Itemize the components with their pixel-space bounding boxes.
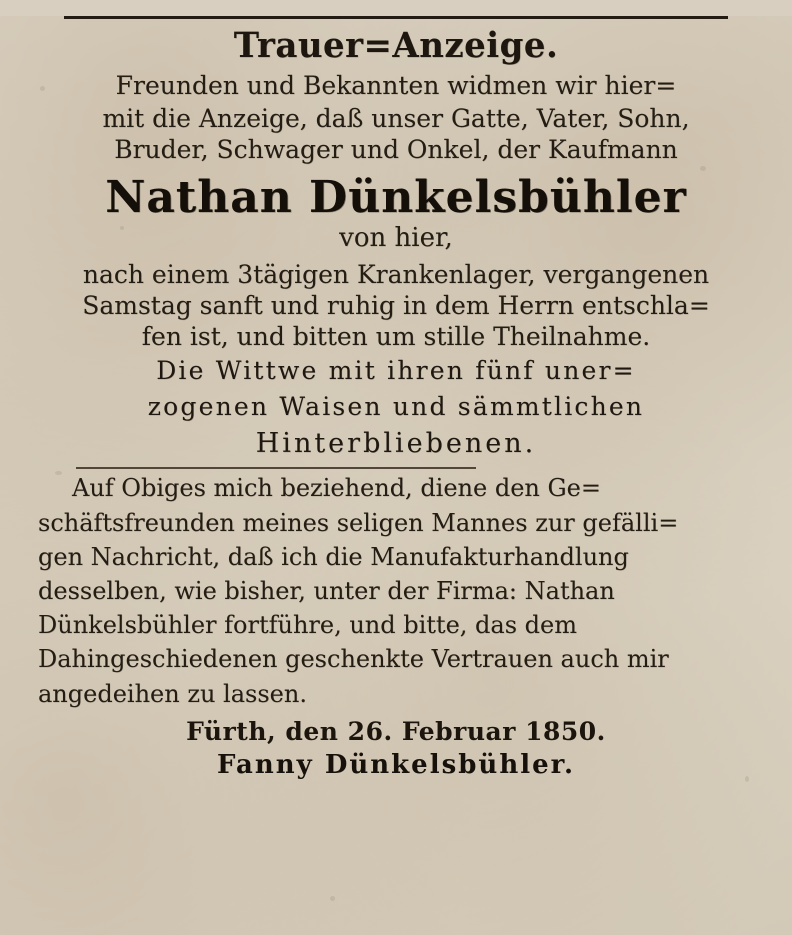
top-divider-rule <box>64 16 728 19</box>
survivors-line-1: Die Wittwe mit ihren fünf uner= <box>156 356 636 386</box>
notice-line-5: Dünkelsbühler fortführe, und bitte, das dem <box>38 611 577 640</box>
intro-line-2: mit die Anzeige, daß unser Gatte, Vater, Sohn, <box>102 104 690 133</box>
notice-line-6: Dahingeschiedenen geschenkte Vertrauen auch mir <box>38 645 669 674</box>
paper-speckle <box>330 896 335 901</box>
survivors-line-3: Hinterbliebenen. <box>255 428 537 460</box>
notice-line-4: desselben, wie bisher, unter der Firma: Nathan <box>38 576 615 605</box>
notice-line-1 <box>38 473 754 503</box>
notice-line-3: gen Nachricht, daß ich die Manufakturhandlung <box>38 542 629 571</box>
death-line-1: nach einem 3tägigen Krankenlager, vergangenen <box>82 260 710 290</box>
deceased-origin: von hier, <box>339 223 453 254</box>
survivors-line-2: zogenen Waisen und sämmtlichen <box>147 391 645 421</box>
signature-name: Fanny Dünkelsbühler. <box>216 749 576 780</box>
section-divider-rule <box>76 467 476 469</box>
paper-speckle <box>700 166 706 171</box>
notice-text-1: Auf Obiges mich beziehend, diene den Ge= <box>72 474 601 503</box>
paper-speckle <box>40 86 45 91</box>
intro-line-3: Bruder, Schwager und Onkel, der Kaufmann <box>114 135 678 164</box>
place-and-date: Fürth, den 26. Februar 1850. <box>186 716 606 746</box>
newspaper-page <box>0 16 792 935</box>
obituary-headline: Trauer=Anzeige. <box>233 25 559 66</box>
death-line-3: fen ist, und bitten um stille Theilnahme. <box>141 322 651 352</box>
death-line-2: Samstag sanft und ruhig in dem Herrn entschla= <box>82 291 710 321</box>
deceased-name: Nathan Dünkelsbühler <box>105 172 687 223</box>
notice-line-2: schäftsfreunden meines seligen Mannes zur gefälli= <box>38 508 679 537</box>
notice-line-7: angedeihen zu lassen. <box>38 679 307 708</box>
intro-line-1: Freunden und Bekannten widmen wir hier= <box>115 71 677 100</box>
